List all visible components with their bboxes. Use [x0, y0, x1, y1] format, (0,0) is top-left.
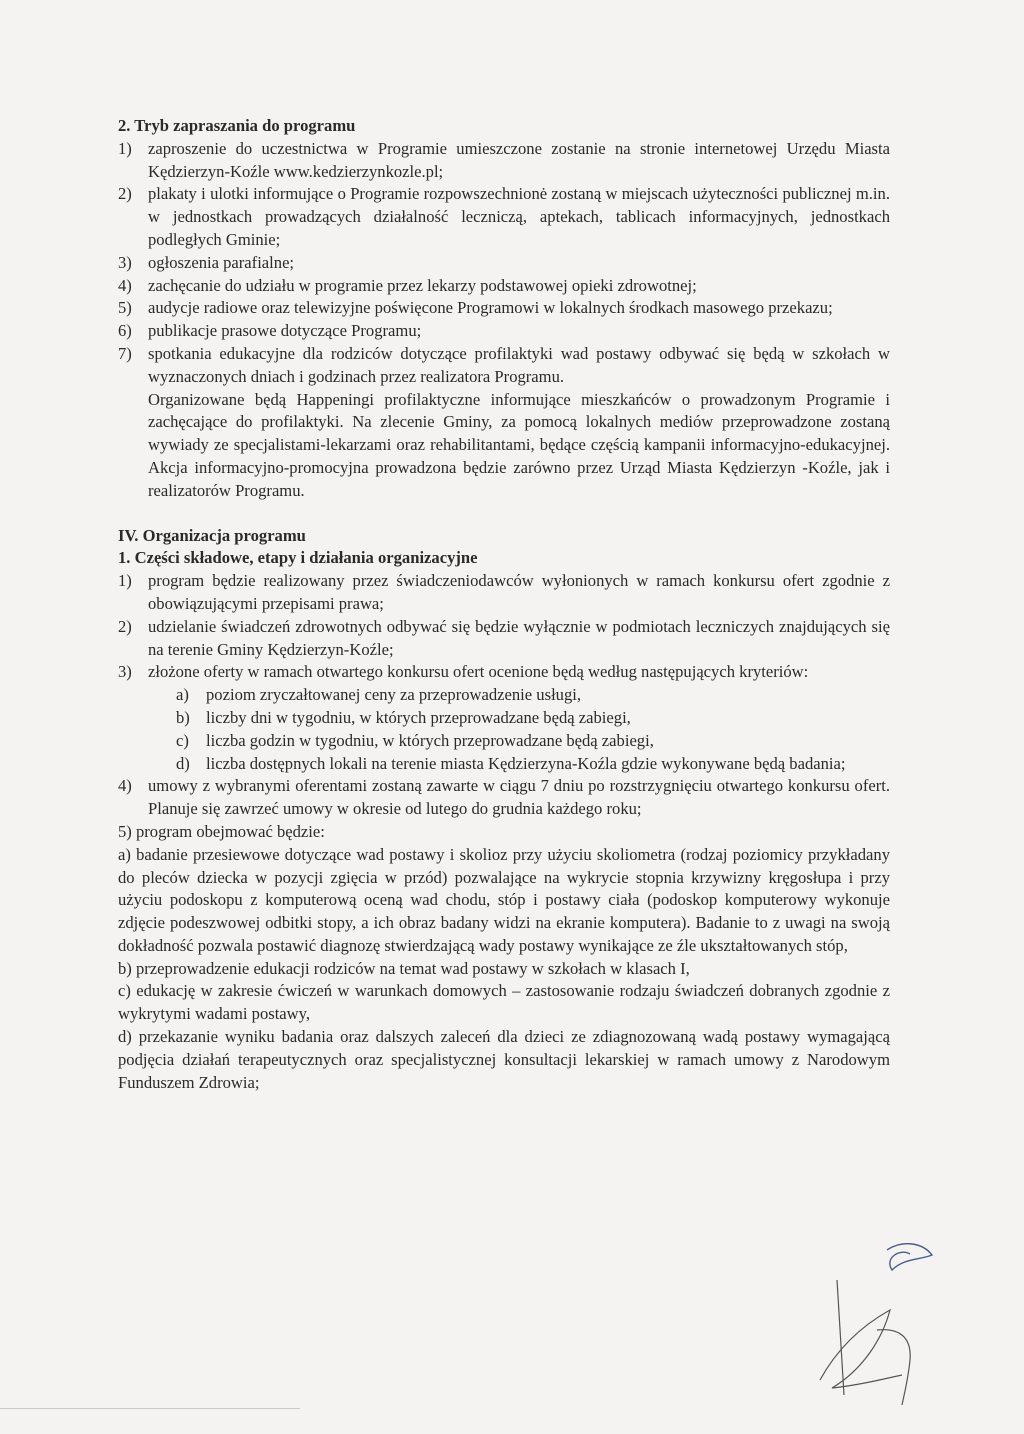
criteria-text: liczby dni w tygodniu, w których przeprowadzane będą zabiegi,: [206, 707, 631, 727]
item-text: zachęcanie do udziału w programie przez lekarzy podstawowej opieki zdrowotnej;: [148, 275, 697, 295]
item-text: plakaty i ulotki informujące o Programie rozpowszechnionė zostaną w miejscach użyteczności publicznej m.in. w jednostkach prowadzących działalność leczniczą, aptekach, tablicach informacyjnych, jednostkach podległych Gminie;: [148, 184, 890, 249]
item-number: 5): [118, 298, 132, 318]
item-text: ogłoszenia parafialne;: [148, 252, 295, 272]
item-number: 6): [118, 321, 132, 341]
item-number: 4): [118, 275, 132, 295]
closing-paragraph: Organizowane będą Happeningi profilaktyczne informujące mieszkańców o prowadzonym Programie i zachęcające do profilaktyki. Na zlecenie Gminy, za pomocą lokalnych mediów przeprowadzone zostaną wywiady ze specjalistami-lekarzami oraz rehabilitantami, będące częścią kampanii informacyjno-edukacyjnej. Akcja informacyjno-promocyjna prowadzona będzie zarówno przez Urząd Miasta Kędzierzyn -Koźle, jak i realizatorów Programu.: [148, 389, 890, 500]
criteria-letter: a): [176, 685, 189, 705]
criteria-text: liczba dostępnych lokali na terenie miasta Kędzierzyna-Koźla gdzie wykonywane będą badania;: [206, 753, 846, 773]
item-number: 7): [118, 343, 132, 363]
criteria-text: poziom zryczałtowanej ceny za przeprowadzenie usługi,: [206, 685, 582, 705]
item-number: 2): [118, 616, 132, 636]
list-item: [118, 252, 890, 275]
program-part: d) przekazanie wyniku badania oraz dalszych zaleceń dla dzieci ze zdiagnozowaną wadą postawy wymagającą podjęcia działań terapeutycznych oraz specjalistycznej konsultacji lekarskiej w ramach umowy z Narodowym Funduszem Zdrowia;: [118, 1027, 890, 1092]
list-item: [118, 661, 890, 684]
criteria-letter: b): [176, 707, 190, 727]
item-text: publikacje prasowe dotyczące Programu;: [148, 321, 422, 341]
criteria-letter: d): [176, 753, 190, 773]
handwritten-signature: [792, 1210, 942, 1410]
list-item: [118, 616, 890, 662]
list-item: [118, 320, 890, 343]
item-text: program będzie realizowany przez świadczeniodawców wyłonionych w ramach konkursu ofert zgodnie z obowiązującymi przepisami prawa;: [148, 571, 890, 613]
list-item: [118, 183, 890, 251]
item-text: zaproszenie do uczestnictwa w Programie umieszczone zostanie na stronie internetowej Urzędu Miasta Kędzierzyn-Koźle www.kedzierzynkozle.pl;: [148, 138, 890, 181]
section-heading-organizacja: IV. Organizacja programu: [118, 525, 306, 545]
bottom-divider: [0, 1408, 300, 1409]
item-number: 4): [118, 776, 132, 796]
program-part: c) edukację w zakresie ćwiczeń w warunkach domowych – zastosowanie rodzaju świadczeń dobranych zgodnie z wykrytymi wadami postawy,: [118, 981, 890, 1024]
criteria-item: [176, 753, 890, 776]
item-number: 3): [118, 662, 132, 682]
item-number: 1): [118, 138, 132, 158]
item-number: 2): [118, 184, 132, 204]
criteria-item: [176, 730, 890, 753]
list-item: [118, 275, 890, 298]
list-item: [118, 775, 890, 821]
criteria-item: [176, 707, 890, 730]
document-body: [118, 115, 890, 1094]
item-text: złożone oferty w ramach otwartego konkursu ofert ocenione będą według następujących kryteriów:: [148, 662, 809, 682]
item-text: umowy z wybranymi oferentami zostaną zawarte w ciągu 7 dniu po rozstrzygnięciu otwartego konkursu ofert. Planuje się zawrzeć umowy w okresie od lutego do grudnia każdego roku;: [148, 776, 890, 819]
subsection-heading: 1. Części składowe, etapy i działania organizacyjne: [118, 548, 478, 568]
criteria-item: [176, 684, 890, 707]
criteria-text: liczba godzin w tygodniu, w których przeprowadzane będą zabiegi,: [206, 730, 654, 750]
program-part: b) przeprowadzenie edukacji rodziców na temat wad postawy w szkołach w klasach I,: [118, 958, 690, 978]
section-spacer: [118, 503, 890, 525]
item-number: 3): [118, 252, 132, 272]
program-scope-intro: 5) program obejmować będzie:: [118, 821, 325, 841]
item-text: udzielanie świadczeń zdrowotnych odbywać się będzie wyłącznie w podmiotach leczniczych znajdujących się na terenie Gminy Kędzierzyn-Koźle;: [148, 616, 890, 659]
criteria-letter: c): [176, 730, 189, 750]
list-item: [118, 297, 890, 320]
item-text: audycje radiowe oraz telewizyjne poświęcone Programowi w lokalnych środkach masowego przekazu;: [148, 298, 833, 318]
list-item: [118, 138, 890, 184]
program-part: a) badanie przesiewowe dotyczące wad postawy i skolioz przy użyciu skoliometra (rodzaj poziomicy przykładany do pleców dziecka w pozycji zgięcia w przód) pozwalające na wykrycie stopnia krzywizny kręgosłupa i przy użyciu podoskopu z komputerową oceną wad chodu, stóp i postawy ciała (podoskop komputerowy wykonuje zdjęcie podeszwowej odbitki stopy, a ich obraz badany widzi na ekranie komputera). Badanie to z uwagi na swoją dokładność pozwala postawić diagnozę stwierdzającą wady postawy wynikające ze źle ukształtowanych stóp,: [118, 844, 890, 955]
list-item: [118, 343, 890, 389]
item-text: spotkania edukacyjne dla rodziców dotyczące profilaktyki wad postawy odbywać się będą w szkołach w wyznaczonych dniach i godzinach przez realizatora Programu.: [148, 343, 890, 386]
section-heading-tryb: 2. Tryb zapraszania do programu: [118, 116, 356, 135]
list-item: [118, 570, 890, 616]
item-number: 1): [118, 571, 132, 591]
